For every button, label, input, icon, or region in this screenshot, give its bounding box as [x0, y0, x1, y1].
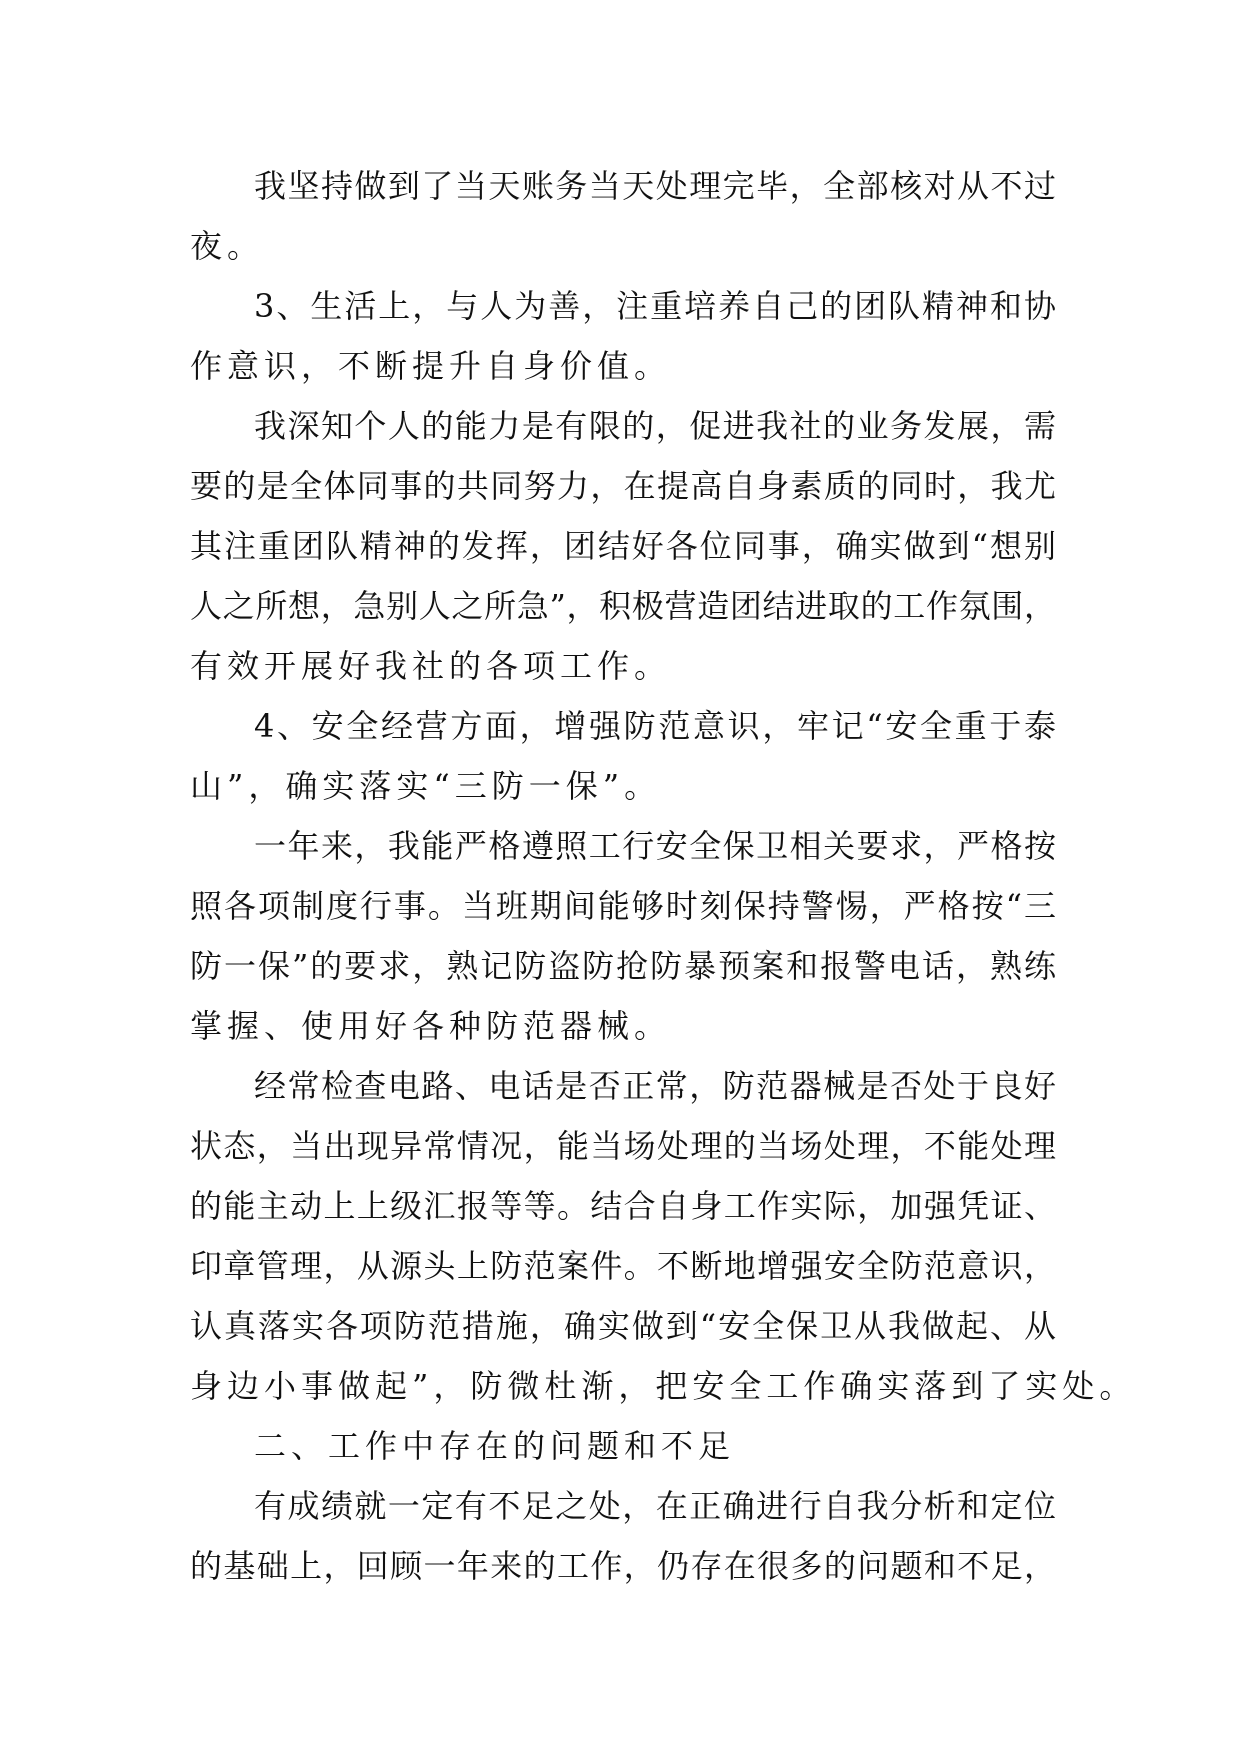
text-line: 印章管理，从源头上防范案件。不断地增强安全防范意识，	[190, 1247, 1056, 1285]
text-line: 掌握、使用好各种防范器械。	[190, 1007, 672, 1045]
text-line: 作意识，不断提升自身价值。	[190, 347, 672, 385]
text-line: 经常检查电路、电话是否正常，防范器械是否处于良好	[254, 1067, 1056, 1105]
text-line: 身边小事做起”，防微杜渐，把安全工作确实落到了实处。	[190, 1367, 1137, 1405]
text-line: 要的是全体同事的共同努力，在提高自身素质的同时，我尤	[190, 467, 1056, 505]
text-line: 我深知个人的能力是有限的，促进我社的业务发展，需	[254, 407, 1056, 445]
text-line: 的能主动上上级汇报等等。结合自身工作实际，加强凭证、	[190, 1187, 1056, 1225]
text-line: 认真落实各项防范措施，确实做到“安全保卫从我做起、从	[190, 1307, 1056, 1345]
text-line: 有效开展好我社的各项工作。	[190, 647, 672, 685]
text-line: 3、生活上，与人为善，注重培养自己的团队精神和协	[254, 287, 1056, 325]
text-line: 其注重团队精神的发挥，团结好各位同事，确实做到“想别	[190, 527, 1056, 565]
text-line: 的基础上，回顾一年来的工作，仍存在很多的问题和不足，	[190, 1547, 1056, 1585]
section-heading: 二、工作中存在的问题和不足	[254, 1427, 736, 1465]
text-line: 防一保”的要求，熟记防盗防抢防暴预案和报警电话，熟练	[190, 947, 1056, 985]
text-line: 山”，确实落实“三防一保”。	[190, 767, 662, 805]
text-line: 我坚持做到了当天账务当天处理完毕，全部核对从不过	[254, 167, 1056, 205]
text-line: 状态，当出现异常情况，能当场处理的当场处理，不能处理	[190, 1127, 1056, 1165]
text-line: 4、安全经营方面，增强防范意识，牢记“安全重于泰	[254, 707, 1056, 745]
text-line: 有成绩就一定有不足之处，在正确进行自我分析和定位	[254, 1487, 1056, 1525]
text-line: 一年来，我能严格遵照工行安全保卫相关要求，严格按	[254, 827, 1056, 865]
text-line: 照各项制度行事。当班期间能够时刻保持警惕，严格按“三	[190, 887, 1056, 925]
text-line: 夜。	[190, 227, 265, 265]
text-line: 人之所想，急别人之所急”，积极营造团结进取的工作氛围，	[190, 587, 1056, 625]
document-body	[190, 156, 1137, 1596]
